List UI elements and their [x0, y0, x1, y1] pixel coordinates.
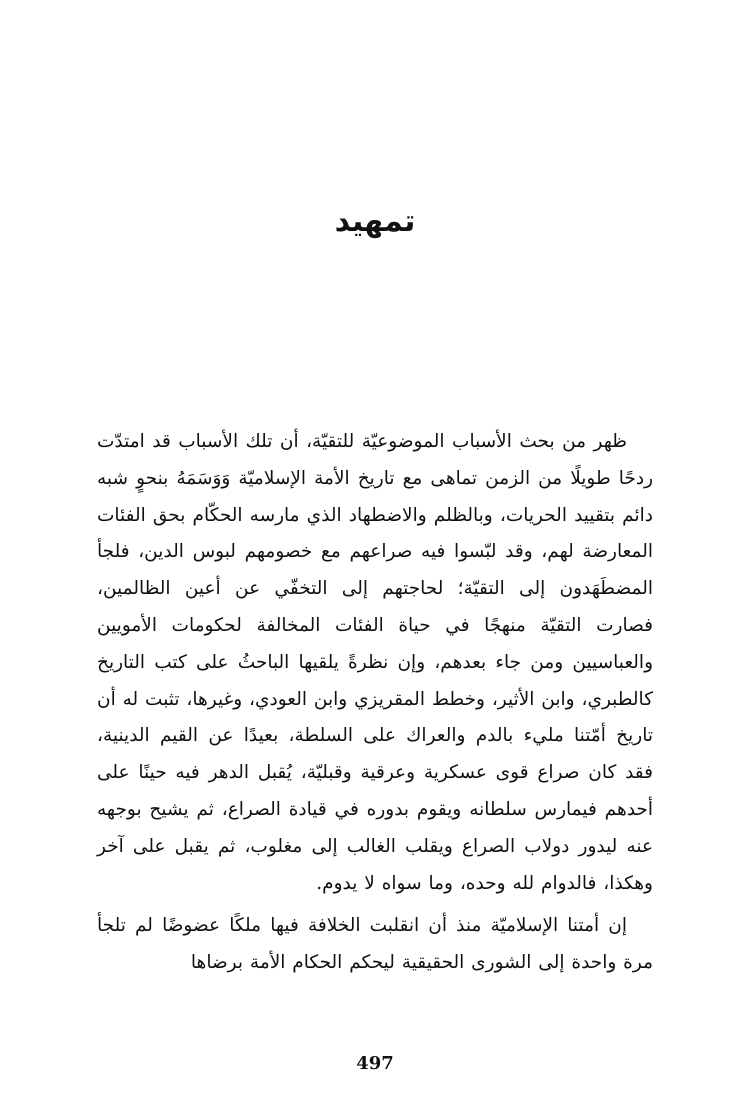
chapter-title: تمهيد	[334, 204, 416, 239]
body-text	[97, 424, 653, 982]
page-number: 497	[356, 1053, 394, 1074]
paragraph: إن أمتنا الإسلاميّة منذ أن انقلبت الخلافة فيها ملكًا عضوضًا لم تلجأ مرة واحدة إلى الشورى الحقيقية ليحكم الحكام الأمة برضاها	[97, 915, 653, 974]
paragraph: ظهر من بحث الأسباب الموضوعيّة للتقيّة، أن تلك الأسباب قد امتدّت ردحًا طويلًا من الزمن تماهى مع تاريخ الأمة الإسلاميّة وَوَسَمَهُ بنحوٍ شبه دائم بتقييد الحريات، وبالظلم والاضطهاد الذي مارسه الحكّام بحق الفئات المعارضة لهم، وقد لبّسوا فيه صراعهم مع خصومهم لبوس الدين، فلجأ المضطَهَدون إلى التقيّة؛ لحاجتهم إلى التخفّي عن أعين الظالمين، فصارت التقيّة منهجًا في حياة الفئات المخالفة لحكومات الأمويين والعباسيين ومن جاء بعدهم، وإن نظرةً يلقيها الباحثُ على كتب التاريخ كالطبري، وابن الأثير، وخطط المقريزي وابن العودي، وغيرها، تثبت له أن تاريخ أمّتنا مليء بالدم والعراك على السلطة، بعيدًا عن القيم الدينية، فقد كان صراع قوى عسكرية وعرقية وقبليّة، يُقبل الدهر فيه حينًا على أحدهم فيمارس سلطانه ويقوم بدوره في قيادة الصراع، ثم يشيح بوجهه عنه ليدور دولاب الصراع ويقلب الغالب إلى مغلوب، ثم يقبل على آخر وهكذا، فالدوام لله وحده، وما سواه لا يدوم.	[97, 431, 653, 894]
